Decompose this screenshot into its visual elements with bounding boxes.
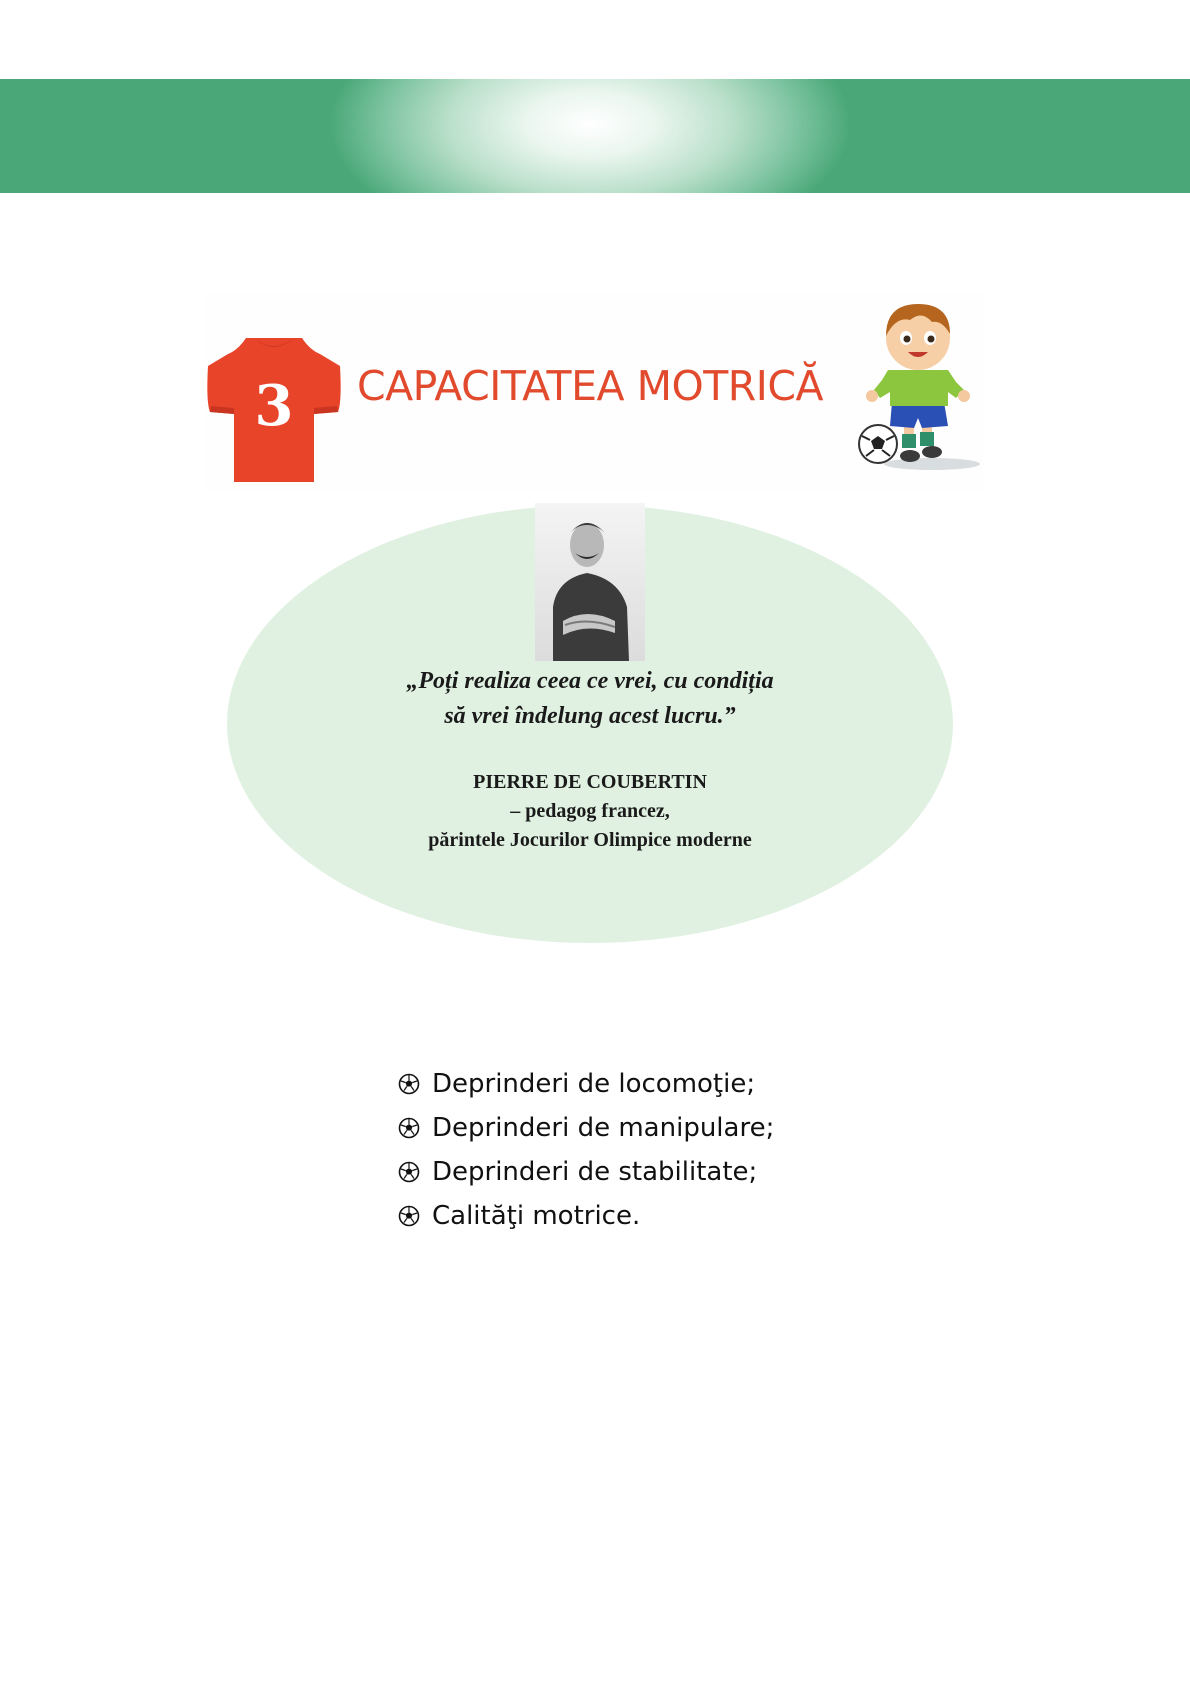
quote-text: [300, 664, 880, 734]
topic-label: Deprinderi de manipulare;: [432, 1113, 775, 1143]
topic-label: Calităţi motrice.: [432, 1201, 641, 1231]
quote-author: [300, 768, 880, 855]
author-description: părintele Jocurilor Olimpice moderne: [428, 829, 752, 851]
list-item: [398, 1150, 774, 1194]
quote-line-2: să vrei îndelung acest lucru.”: [444, 703, 736, 729]
quote-line-1: „Poți realiza ceea ce vrei, cu condiția: [406, 668, 774, 694]
author-role: – pedagog francez,: [510, 800, 670, 822]
chapter-title: CAPACITATEA MOTRICĂ: [357, 362, 824, 410]
top-banner: [0, 79, 1190, 193]
author-name: PIERRE DE COUBERTIN: [473, 771, 707, 793]
soccer-ball-icon: [398, 1161, 420, 1183]
topic-label: Deprinderi de locomoţie;: [432, 1069, 756, 1099]
soccer-ball-icon: [398, 1117, 420, 1139]
kid-footballer-illustration: [852, 298, 984, 474]
soccer-ball-icon: [398, 1073, 420, 1095]
topics-list: [398, 1062, 774, 1238]
list-item: [398, 1194, 774, 1238]
chapter-number: 3: [254, 373, 294, 439]
list-item: [398, 1062, 774, 1106]
coubertin-portrait: [535, 503, 645, 661]
list-item: [398, 1106, 774, 1150]
topic-label: Deprinderi de stabilitate;: [432, 1157, 758, 1187]
soccer-ball-icon: [398, 1205, 420, 1227]
